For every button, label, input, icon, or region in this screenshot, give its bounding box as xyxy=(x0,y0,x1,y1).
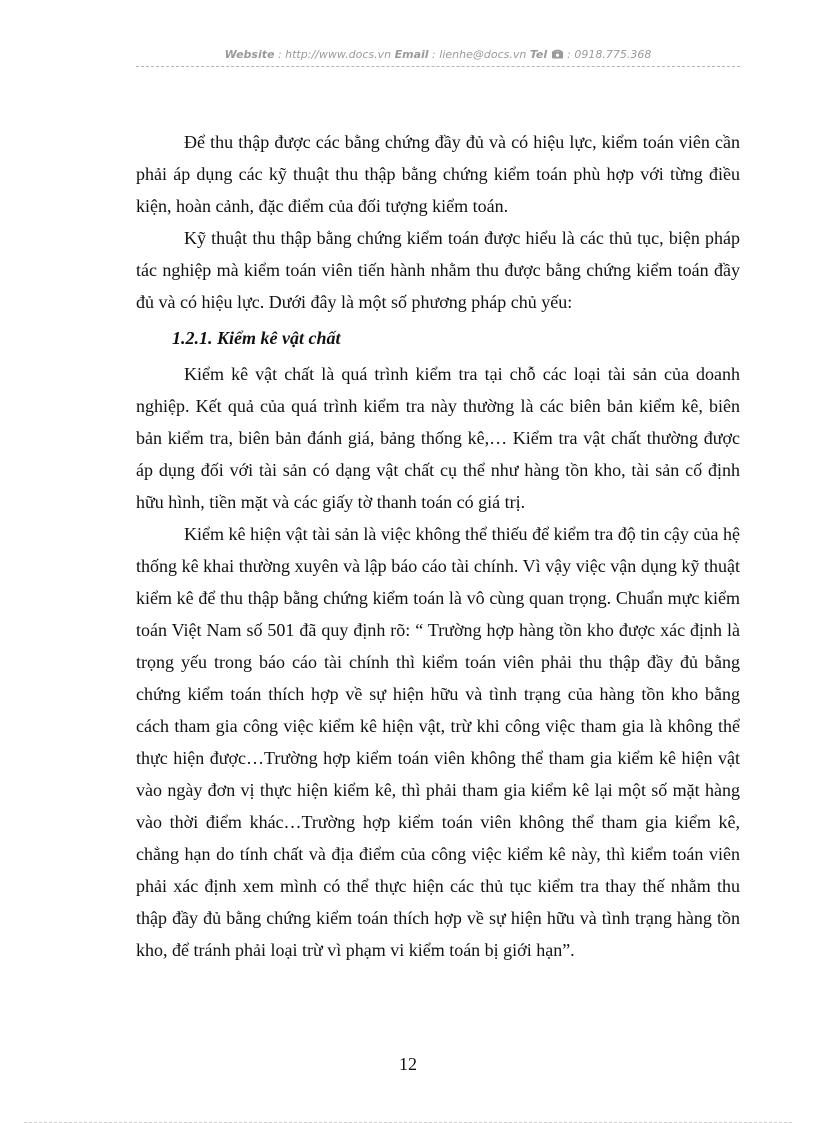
email-label: Email xyxy=(394,48,429,61)
intro-paragraph-1: Để thu thập được các bằng chứng đầy đủ và có hiệu lực, kiểm toán viên cần phải áp dụng các kỹ thuật thu thập bằng chứng kiểm toán phù hợp với từng điều kiện, hoàn cảnh, đặc điểm của đối tượng kiểm toán. xyxy=(136,132,740,216)
document-body xyxy=(136,126,740,966)
page-header xyxy=(136,48,740,61)
tel-number[interactable]: : 0918.775.368 xyxy=(563,48,652,61)
intro-paragraph-2: Kỹ thuật thu thập bằng chứng kiểm toán được hiểu là các thủ tục, biện pháp tác nghiệp mà kiểm toán viên tiến hành nhằm thu được bằng chứng kiểm toán đầy đủ và có hiệu lực. Dưới đây là một số phương pháp chủ yếu: xyxy=(136,228,740,312)
website-url[interactable]: : http://www.docs.vn xyxy=(274,48,395,61)
section-paragraph-1: Kiểm kê vật chất là quá trình kiểm tra tại chỗ các loại tài sản của doanh nghiệp. Kết quả của quá trình kiểm tra này thường là các biên bản kiểm kê, biên bản kiểm tra, biên bản đánh giá, bảng thống kê,… Kiểm tra vật chất thường được áp dụng đối với tài sản có dạng vật chất cụ thể như hàng tồn kho, tài sản cố định hữu hình, tiền mặt và các giấy tờ thanh toán có giá trị. xyxy=(136,364,740,512)
tel-label: Tel xyxy=(529,48,548,61)
page-number: 12 xyxy=(399,1054,417,1074)
header-divider xyxy=(136,66,740,67)
telephone-icon xyxy=(551,48,564,61)
website-label: Website xyxy=(224,48,275,61)
email-address[interactable]: : lienhe@docs.vn xyxy=(428,48,530,61)
section-paragraph-2: Kiểm kê hiện vật tài sản là việc không thể thiếu để kiểm tra độ tin cậy của hệ thống kê khai thường xuyên và lập báo cáo tài chính. Vì vậy việc vận dụng kỹ thuật kiểm kê để thu thập bằng chứng kiểm toán là vô cùng quan trọng. Chuẩn mực kiểm toán Việt Nam số 501 đã quy định rõ: “ Trường hợp hàng tồn kho được xác định là trọng yếu trong báo cáo tài chính thì kiểm toán viên phải thu thập đầy đủ bằng chứng kiểm toán thích hợp về sự hiện hữu và tình trạng của hàng tồn kho bằng cách tham gia công việc kiểm kê hiện vật, trừ khi công việc tham gia là không thể thực hiện được…Trường hợp kiểm toán viên không thể tham gia kiểm kê hiện vật vào ngày đơn vị thực hiện kiểm kê, thì phải tham gia kiểm kê lại một số mặt hàng vào thời điểm khác…Trường hợp kiểm toán viên không thể tham gia kiểm kê, chẳng hạn do tính chất và địa điểm của công việc kiểm kê này, thì kiểm toán viên phải xác định xem mình có thể thực hiện các thủ tục kiểm tra thay thế nhằm thu thập đầy đủ bằng chứng kiểm toán thích hợp về sự hiện hữu và tình trạng hàng tồn kho, để tránh phải loại trừ vì phạm vi kiểm toán bị giới hạn”. xyxy=(136,524,740,960)
section-heading: 1.2.1. Kiểm kê vật chất xyxy=(172,328,341,348)
